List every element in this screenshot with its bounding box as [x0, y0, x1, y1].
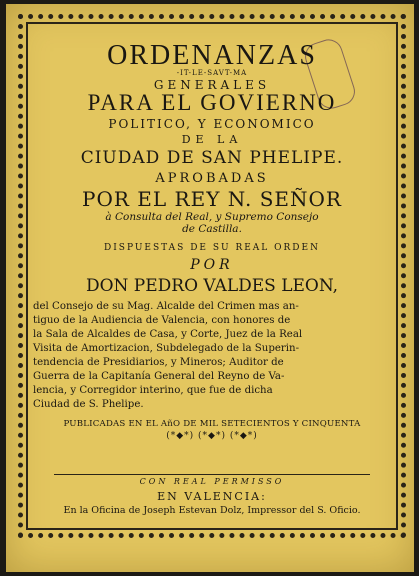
title-por-el-rey: POR EL REY N. SEÑOR	[82, 187, 342, 211]
divider-rule	[54, 474, 370, 475]
title-consulta: à Consulta del Real, y Supremo Consejo	[105, 211, 319, 223]
imprint-city: EN VALENCIA:	[157, 490, 267, 503]
ornament-row: (*◆*) (*◆*) (*◆*)	[166, 430, 258, 441]
title-aprobadas: APROBADAS	[155, 171, 269, 186]
order-line: DISPUESTAS DE SU REAL ORDEN	[104, 243, 320, 253]
credential-line: Guerra de la Capitanía General del Reyno de Va-	[33, 371, 285, 382]
title-politico: POLITICO, Y ECONOMICO	[108, 117, 316, 131]
author-name: DON PEDRO VALDES LEON,	[85, 276, 339, 296]
title-generales: GENERALES	[153, 78, 271, 92]
imprint-block	[30, 478, 394, 516]
publication-year: PUBLICADAS EN EL AñO DE MIL SETECIENTOS Y CINQUENTA	[63, 419, 361, 429]
credential-line: del Consejo de su Mag. Alcalde del Crimen mas an-	[33, 301, 299, 312]
credential-line: tendencia de Presidiarios, y Mineros; Auditor de	[33, 357, 284, 368]
title-block	[30, 24, 394, 441]
credential-line: la Sala de Alcaldes de Casa, y Corte, Juez de la Real	[33, 329, 303, 340]
title-castilla: de Castilla.	[182, 222, 242, 235]
credential-line: tiguo de la Audiencia de Valencia, con honores de	[33, 315, 291, 326]
title-para-el-govierno: PARA EL GOVIERNO	[87, 90, 337, 115]
title-page	[6, 4, 414, 572]
imprint-printer: En la Oficina de Joseph Estevan Dolz, Impressor del S. Oficio.	[63, 505, 361, 516]
imprint-permit: CON REAL PERMISSO	[139, 477, 285, 486]
title-ciudad: CIUDAD DE SAN PHELIPE.	[80, 148, 344, 168]
title-de-la: DE LA	[181, 133, 243, 146]
credential-line: Ciudad de S. Phelipe.	[33, 399, 144, 410]
marginal-note: -IT-LE-SAVT-MA	[176, 69, 248, 77]
author-credentials	[30, 300, 394, 412]
credential-line: lencia, y Corregidor interino, que fue de dicha	[33, 385, 273, 396]
order-por: POR	[190, 257, 234, 273]
title-ordenanzas: ORDENANZAS	[107, 40, 317, 71]
credential-line: Visita de Amortizacion, Subdelegado de la Superin-	[33, 343, 300, 354]
